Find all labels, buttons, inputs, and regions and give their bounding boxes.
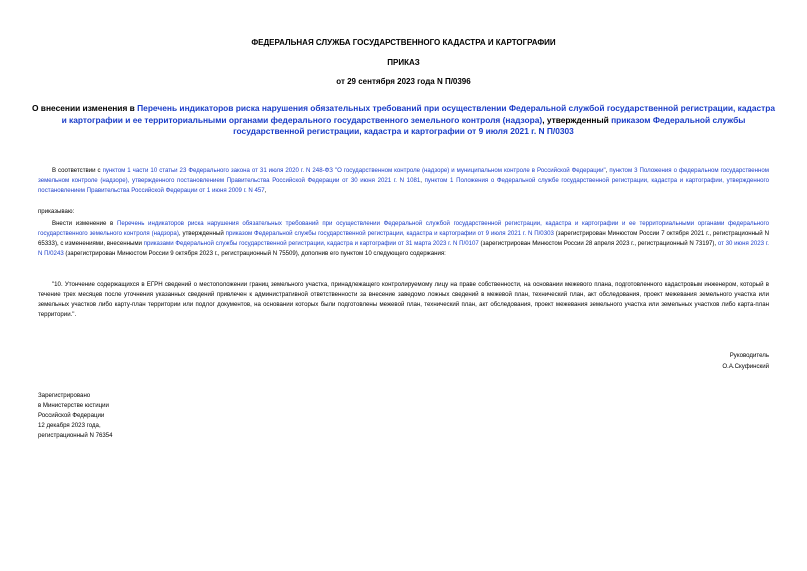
agency-heading: ФЕДЕРАЛЬНАЯ СЛУЖБА ГОСУДАРСТВЕННОГО КАДАСТРА И КАРТОГРАФИИ [251,38,556,47]
basis-link-statute[interactable]: пунктом 1 Положения о Федеральной службе государственной регистрации, кадастра и картографии, утвержденного постановлением Правительства Российской Федерации от 1 июня 2009 г. N 457 [38,176,769,194]
basis-paragraph [38,166,769,196]
amendment-paragraph [38,219,769,259]
basis-link-regulation[interactable]: пунктом 3 Положения о федеральном государственном земельном контроле (надзоре), утвержденного постановлением Правительства Российской Федерации от 30 июня 2021 г. N 1081 [38,167,769,184]
doc-date-line: от 29 сентября 2023 года N П/0396 [336,77,471,86]
point-10-paragraph: "10. Утончение содержащихся в ЕГРН сведений о местоположении границ земельного участка, принадлежащего контролируемому лицу на праве собственности, на основании межевого плана, подготовленного кадастровым инженером, который в течение трех месяцев после уточнения указанных сведений привлечен к административной ответственности за внесение заведомо ложных сведений в межевой план, технический план, акт обследования, проект межевания земельного участка или земельных участков либо карту-план территории или подлог документов, на основании которых были подготовлены межевой план, технический план, акт обследования, проект межевания земельного участка или земельных участков либо карта-план территории.". [38,281,769,318]
title-link-order[interactable]: приказом Федеральной службы государственной регистрации, кадастра и картографии от 9 июля 2021 г. N П/0303 [233,114,746,136]
amend-link-list[interactable]: Перечень индикаторов риска нарушения обязательных требований при осуществлении Федеральной службой государственной регистрации, кадастра и картографии и ее территориальными органами федерального государственного земельного контроля (надзора) [38,220,769,237]
basis-text: , [605,167,610,174]
basis-text: , [420,176,425,184]
basis-text: , [264,186,267,194]
amend-link-order[interactable]: приказом Федеральной службы государственной регистрации, кадастра и картографии от 9 июля 2021 г. N П/0303 [225,229,554,237]
document-title [30,103,777,138]
signature-position: Руководитель [729,352,769,359]
registration-block [38,391,113,441]
registration-line: регистрационный N 76354 [38,432,113,439]
registration-line: в Министерстве юстиции [38,402,109,409]
doc-type-heading: ПРИКАЗ [387,58,420,67]
title-text: , утвержденный [542,114,612,125]
amend-link-orders-2023[interactable]: приказами Федеральной службы государственной регистрации, кадастра и картографии от 31 марта 2023 г. N П/0107 [143,239,479,247]
title-text: О внесении изменения в [31,103,138,113]
amend-text: (зарегистрирован Минюстом России 9 октября 2023 г., регистрационный N 75509), дополнив его пунктом 10 следующего содержания: [63,249,446,257]
signature-name: О.А.Скуфинский [722,363,769,370]
title-link-list[interactable]: Перечень индикаторов риска нарушения обязательных требований при осуществлении Федеральной службой государственной регистрации, кадастра и картографии и ее территориальными органами федерального государственного земельного контроля (надзора) [61,103,776,125]
amend-text: , утвержденный [178,229,226,237]
registration-line: Зарегистрировано [38,392,91,399]
amend-text: (зарегистрирован Минюстом России 28 апреля 2023 г., регистрационный N 73197), [478,239,718,247]
order-word: приказываю: [38,208,75,215]
basis-text: В соответствии с [52,167,103,174]
registration-line: 12 декабря 2023 года, [38,422,101,429]
registration-line: Российской Федерации [38,412,105,419]
amend-text: Внести изменение в [52,220,117,227]
amend-text: (зарегистрирован Минюстом России 7 октября 2021 г., регистрационный N 65333), с изменениями, внесенными [38,229,770,247]
amend-link-june-order[interactable]: от 30 июня 2023 г. N П/0243 [38,239,769,257]
basis-link-law[interactable]: пунктом 1 части 10 статьи 23 Федерального закона от 31 июля 2020 г. N 248-ФЗ "О государственном контроле (надзоре) и муниципальном контроле в Российской Федерации" [102,167,606,174]
